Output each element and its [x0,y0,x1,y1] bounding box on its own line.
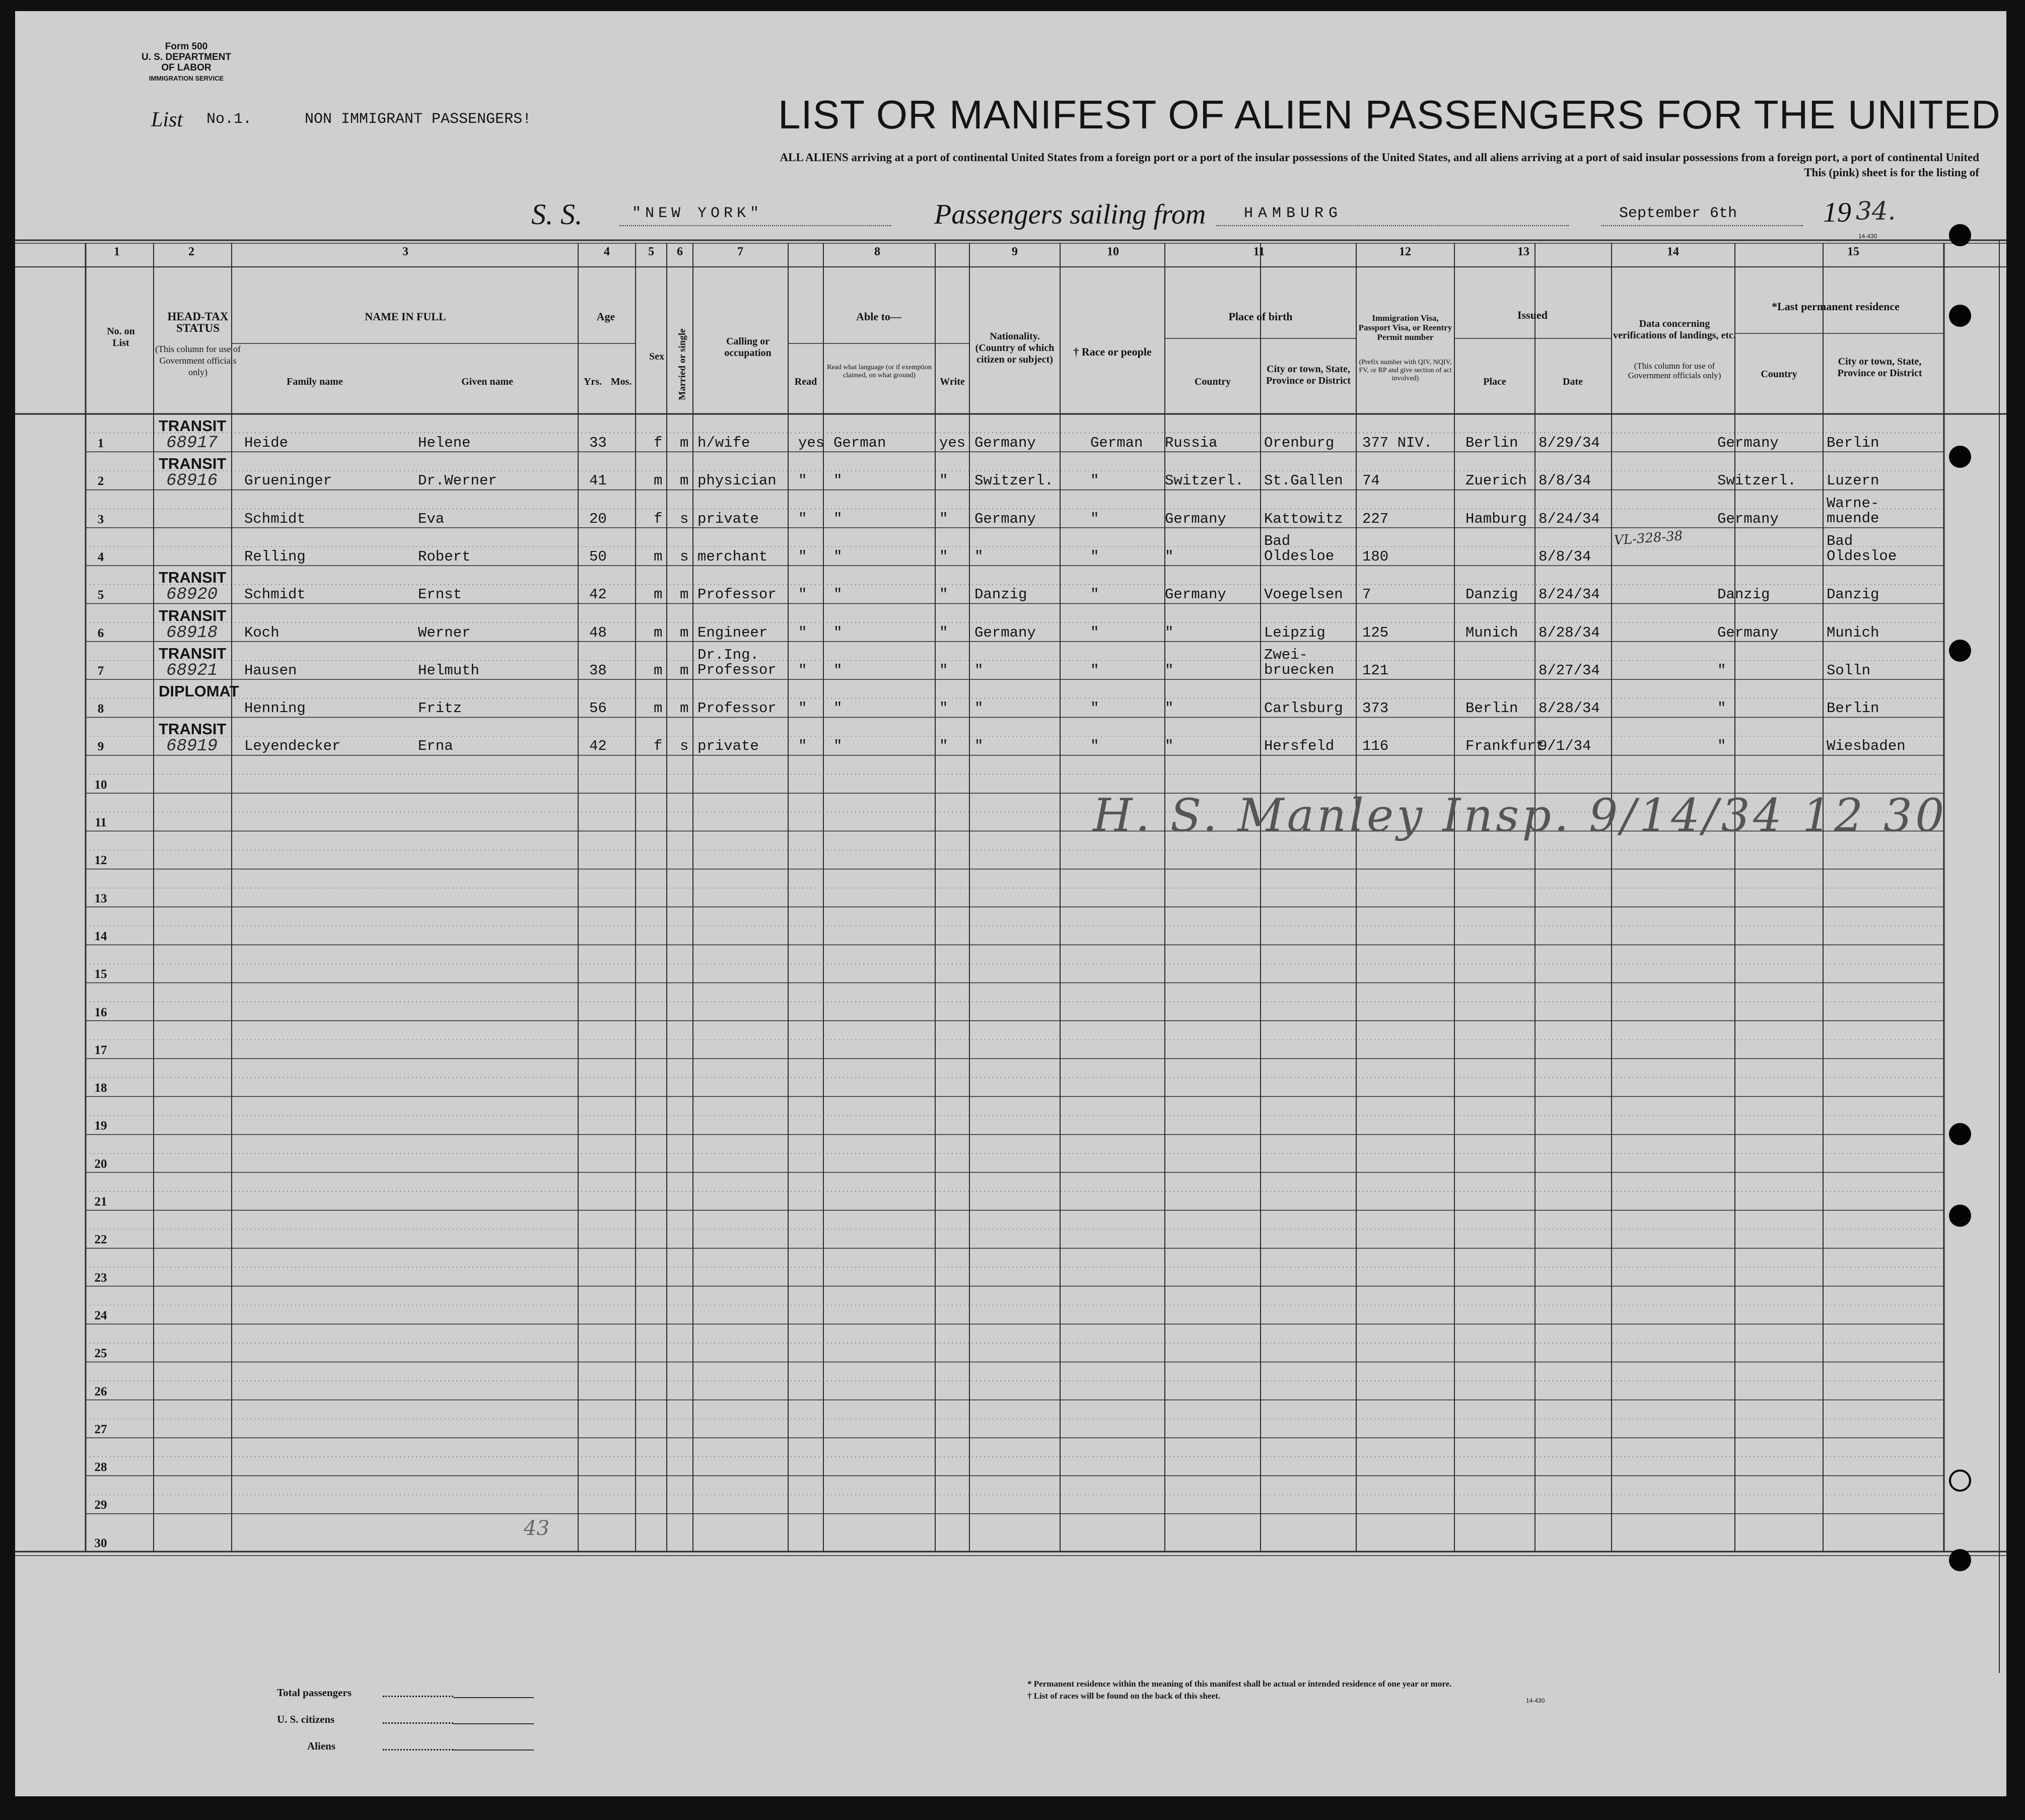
header-read-language: Read what language (or if exemption claimed, on what ground) [827,364,932,379]
cell-birth-country: " [1165,700,1174,717]
header-visa: Immigration Visa, Passport Visa, or Reentry Permit number [1358,313,1452,342]
footer-aliens-label: Aliens [307,1740,336,1752]
cell-language: " [833,548,843,565]
cell-family: Koch [244,624,280,641]
row-number: 20 [94,1157,107,1171]
column-number-14: 14 [1667,245,1679,258]
header-verification-note: (This column for use of Government officials only) [1628,361,1721,380]
header-visa-note: (Prefix number with QIV, NQIV, FV, or RP and give section of act involved) [1359,359,1452,382]
row-number: 13 [94,891,107,905]
cell-write: " [939,472,948,489]
cell-family: Heide [244,435,289,451]
column-number-12: 12 [1399,245,1411,258]
cell-res-country: Switzerl. [1717,472,1796,489]
ship-name: "NEW YORK" [632,205,763,222]
cell-visa: 121 [1362,662,1389,679]
cell-race: " [1090,624,1099,641]
header-able-to: Able to— [856,310,901,323]
cell-birth-country: Russia [1165,435,1218,451]
row-number: 5 [97,588,104,602]
row-number: 28 [94,1460,107,1475]
cell-write: " [939,510,948,527]
row-number: 3 [97,512,104,526]
row-number: 6 [97,626,104,640]
cell-write: " [939,700,948,717]
head-tax-number: 68917 [166,434,218,453]
cell-given: Erna [418,738,453,755]
cell-res-country: Germany [1717,510,1779,527]
header-given-name: Given name [461,376,513,387]
cell-nationality: Germany [974,624,1036,641]
page-number: 43 [524,1517,549,1540]
head-tax-status: DIPLOMAT [159,682,239,701]
column-number-5: 5 [648,245,654,258]
row-number: 26 [94,1384,107,1398]
row-number: 19 [94,1119,107,1133]
cell-marital: m [680,662,689,679]
cell-res-city: Berlin [1827,700,1879,717]
cell-visa: 373 [1362,700,1389,717]
cell-birth-country: Switzerl. [1165,472,1244,489]
column-number-7: 7 [737,245,743,258]
cell-write: " [939,586,948,603]
cell-marital: s [680,510,689,527]
year-prefix: 19 [1823,197,1851,228]
cell-res-city: Berlin [1827,435,1879,451]
cell-age: 48 [589,624,607,641]
cell-occupation: Engineer [697,624,768,641]
head-tax-number: 68919 [166,737,218,756]
header-calling: Calling or occupation [724,336,772,359]
row-number: 10 [94,778,107,792]
row-number: 22 [94,1233,107,1247]
cell-occupation: Dr.Ing. Professor [697,646,777,678]
list-number: No.1. [206,111,252,128]
sailing-label: Passengers sailing from [934,199,1206,230]
row-number: 16 [94,1005,107,1019]
year-suffix: 34. [1856,196,1896,226]
cell-read: " [798,548,807,565]
manifest-grid [15,11,2006,1796]
head-tax-status: TRANSIT [159,569,227,587]
cell-read: " [798,624,807,641]
cell-family: Relling [244,548,306,565]
cell-occupation: physician [697,472,777,489]
cell-race: " [1090,472,1099,489]
cell-read: " [798,472,807,489]
cell-language: " [833,700,843,717]
row-number: 30 [94,1536,107,1550]
header-verification: Data concerning verifications of landings, etc. [1613,318,1736,341]
cell-age: 56 [589,700,607,717]
header-name-in-full: NAME IN FULL [365,310,446,323]
cell-sex: f [654,435,663,451]
cell-given: Robert [418,548,471,565]
cell-given: Werner [418,624,471,641]
cell-write: " [939,624,948,641]
cell-sex: m [654,624,663,641]
cell-family: Henning [244,700,306,717]
cell-language: German [833,435,886,451]
cell-res-country: Germany [1717,435,1779,451]
row-number: 25 [94,1347,107,1361]
cell-issued-place: Berlin [1465,700,1518,717]
row-number: 1 [97,437,104,450]
column-number-1: 1 [114,245,120,258]
cell-res-city: Solln [1827,662,1871,679]
header-head-tax-note: (This column for use of Government officials only) [155,344,241,377]
cell-race: " [1090,548,1099,565]
ss-label: S. S. [531,198,583,231]
column-number-9: 9 [1012,245,1018,258]
cell-issued-date: 8/29/34 [1539,435,1600,451]
header-residence-country: Country [1761,369,1797,380]
list-type: NON IMMIGRANT PASSENGERS! [305,111,532,128]
head-tax-status: TRANSIT [159,644,227,662]
row-number: 7 [97,664,104,678]
verification-note: VL-328-38 [1614,528,1684,548]
cell-given: Dr.Werner [418,472,497,489]
cell-res-country: Danzig [1717,586,1770,603]
cell-given: Helmuth [418,662,479,679]
cell-nationality: Danzig [974,586,1027,603]
cell-race: German [1090,435,1143,451]
column-number-13: 13 [1517,245,1529,258]
cell-age: 20 [589,510,607,527]
sailing-date: September 6th [1619,205,1737,222]
header-married: Married or single [677,328,688,400]
cell-marital: s [680,738,689,755]
cell-visa: 377 NIV. [1362,435,1433,451]
cell-given: Fritz [418,700,462,717]
header-head-tax: HEAD-TAX STATUS [167,310,229,334]
cell-race: " [1090,510,1099,527]
cell-birth-country: Germany [1165,510,1226,527]
cell-family: Schmidt [244,510,306,527]
cell-birth-city: Carlsburg [1264,700,1343,717]
cell-visa: 227 [1362,510,1389,527]
cell-issued-date: 8/27/34 [1539,662,1600,679]
cell-marital: m [680,472,689,489]
cell-sex: m [654,586,663,603]
header-place-of-birth: Place of birth [1228,310,1293,323]
cell-res-city: Munich [1827,624,1879,641]
port-name: HAMBURG [1244,205,1343,222]
cell-sex: m [654,700,663,717]
column-number-6: 6 [677,245,683,258]
cell-birth-country: " [1165,738,1174,755]
header-write: Write [940,376,965,387]
cell-visa: 125 [1362,624,1389,641]
header-sex: Sex [649,351,664,362]
row-number: 8 [97,702,104,716]
cell-read: " [798,662,807,679]
cell-race: " [1090,700,1099,717]
cell-birth-city: Zwei- bruecken [1264,646,1335,678]
cell-sex: f [654,510,663,527]
cell-language: " [833,662,843,679]
cell-given: Ernst [418,586,462,603]
header-nationality: Nationality. (Country of which citizen or subject) [975,331,1055,365]
page-title: LIST OR MANIFEST OF ALIEN PASSENGERS FOR THE UNITED [778,92,2001,137]
footer-note-1: * Permanent residence within the meaning of this manifest shall be actual or intended residence of one year or more. [1027,1679,1452,1689]
cell-birth-city: Voegelsen [1264,586,1343,603]
cell-nationality: " [974,662,984,679]
row-number: 14 [94,929,107,943]
cell-occupation: merchant [697,548,768,565]
head-tax-number: 68921 [166,661,218,680]
cell-birth-country: " [1165,662,1174,679]
row-number: 29 [94,1498,107,1512]
subtitle-line-1: ALL ALIENS arriving at a port of continental United States from a foreign port or a port of the insular possessions of the United States, and all aliens arriving at a port of said insular possessions from a foreign port, a port of continental United [780,151,1979,164]
cell-nationality: " [974,738,984,755]
cell-language: " [833,738,843,755]
cell-birth-city: Kattowitz [1264,510,1343,527]
cell-issued-place: Frankfurt [1465,738,1545,755]
cell-marital: s [680,548,689,565]
header-issued-date: Date [1563,376,1583,387]
cell-issued-date: 8/24/34 [1539,510,1600,527]
header-last-residence: *Last permanent residence [1772,300,1900,313]
footer-note-2: † List of races will be found on the back of this sheet. [1027,1691,1220,1701]
cell-issued-date: 8/8/34 [1539,472,1591,489]
head-tax-status: TRANSIT [159,606,227,624]
head-tax-number: 68918 [166,623,218,643]
cell-occupation: h/wife [697,435,750,451]
cell-res-city: Danzig [1827,586,1879,603]
column-number-2: 2 [188,245,194,258]
row-number: 18 [94,1081,107,1095]
cell-nationality: Germany [974,435,1036,451]
cell-issued-place: Danzig [1465,586,1518,603]
cell-sex: m [654,472,663,489]
head-tax-status: TRANSIT [159,455,227,473]
cell-read: " [798,700,807,717]
cell-marital: m [680,586,689,603]
column-number-11: 11 [1253,245,1265,258]
stamp-code: 14-430 [1858,233,1877,240]
cell-res-country: " [1717,738,1726,755]
cell-sex: f [654,738,663,755]
cell-birth-city: Orenburg [1264,435,1335,451]
cell-write: " [939,738,948,755]
row-number: 2 [97,474,104,488]
row-number: 27 [94,1422,107,1436]
cell-marital: m [680,624,689,641]
inspector-signature: H. S. Manley Insp. 9/14/34 12 30 [1093,789,1947,842]
cell-visa: 116 [1362,738,1389,755]
cell-family: Leyendecker [244,738,341,755]
form-number: Form 500 [165,41,208,52]
cell-res-city: Luzern [1827,472,1879,489]
cell-language: " [833,624,843,641]
row-number: 11 [95,816,107,829]
cell-issued-place: Berlin [1465,435,1518,451]
footer-total-label: Total passengers [277,1687,352,1699]
cell-birth-city: St.Gallen [1264,472,1343,489]
row-number: 15 [94,967,107,982]
cell-issued-place: Munich [1465,624,1518,641]
cell-birth-country: Germany [1165,586,1226,603]
cell-nationality: " [974,548,984,565]
cell-issued-date: 8/28/34 [1539,700,1600,717]
header-issued: Issued [1517,309,1548,321]
cell-occupation: Professor [697,586,777,603]
row-number: 9 [97,740,104,754]
cell-birth-country: " [1165,548,1174,565]
column-number-4: 4 [604,245,610,258]
cell-age: 41 [589,472,607,489]
column-number-3: 3 [402,245,408,258]
header-no-on-list: No. on List [107,326,135,348]
cell-birth-city: Bad Oldesloe [1264,532,1335,565]
head-tax-number: 68916 [166,471,218,491]
cell-language: " [833,510,843,527]
cell-marital: m [680,700,689,717]
cell-race: " [1090,738,1099,755]
head-tax-number: 68920 [166,585,218,605]
cell-res-city: Warne- muende [1827,495,1879,527]
cell-race: " [1090,662,1099,679]
list-label: List [151,108,183,131]
cell-language: " [833,586,843,603]
header-months: Mos. [610,376,632,387]
cell-birth-city: Leipzig [1264,624,1325,641]
cell-write: yes [939,435,966,451]
header-read: Read [794,376,817,387]
service: IMMIGRATION SERVICE [149,75,224,82]
cell-read: " [798,510,807,527]
cell-issued-date: 8/8/34 [1539,548,1591,565]
cell-res-city: Bad Oldesloe [1827,532,1897,565]
column-number-15: 15 [1847,245,1859,258]
cell-given: Eva [418,510,445,527]
row-number: 4 [97,550,104,564]
cell-family: Grueninger [244,472,332,489]
footer-code: 14-430 [1526,1697,1545,1704]
cell-marital: m [680,435,689,451]
cell-visa: 7 [1362,586,1371,603]
header-race: † Race or people [1073,345,1152,358]
cell-write: " [939,662,948,679]
cell-age: 33 [589,435,607,451]
cell-age: 50 [589,548,607,565]
cell-res-country: " [1717,662,1726,679]
cell-sex: m [654,662,663,679]
cell-write: " [939,548,948,565]
header-birth-country: Country [1194,376,1231,387]
cell-age: 38 [589,662,607,679]
cell-issued-place: Hamburg [1465,510,1527,527]
cell-family: Hausen [244,662,297,679]
cell-issued-date: 8/28/34 [1539,624,1600,641]
cell-race: " [1090,586,1099,603]
cell-res-country: Germany [1717,624,1779,641]
cell-nationality: Switzerl. [974,472,1054,489]
row-number: 21 [94,1195,107,1209]
cell-family: Schmidt [244,586,306,603]
cell-read: " [798,586,807,603]
cell-age: 42 [589,586,607,603]
cell-issued-place: Zuerich [1465,472,1527,489]
cell-visa: 74 [1362,472,1380,489]
manifest-sheet [15,11,2006,1796]
cell-occupation: private [697,738,759,755]
cell-visa: 180 [1362,548,1389,565]
cell-nationality: " [974,700,984,717]
head-tax-status: TRANSIT [159,720,227,738]
cell-res-city: Wiesbaden [1827,738,1906,755]
cell-issued-date: 8/24/34 [1539,586,1600,603]
cell-occupation: Professor [697,700,777,717]
footer-citizens-label: U. S. citizens [277,1713,335,1725]
column-number-8: 8 [874,245,880,258]
cell-given: Helene [418,435,471,451]
cell-sex: m [654,548,663,565]
cell-read: yes [798,435,825,451]
subtitle-line-2: This (pink) sheet is for the listing of [1804,166,1979,179]
cell-read: " [798,738,807,755]
header-age: Age [596,310,615,323]
row-number: 17 [94,1043,107,1057]
head-tax-status: TRANSIT [159,417,227,435]
header-issued-place: Place [1483,376,1506,387]
row-number: 24 [94,1308,107,1322]
cell-language: " [833,472,843,489]
cell-issued-date: 9/1/34 [1539,738,1591,755]
cell-nationality: Germany [974,510,1036,527]
header-residence-city: City or town, State, Province or District [1837,356,1922,379]
header-family-name: Family name [287,376,343,387]
column-number-10: 10 [1107,245,1119,258]
cell-birth-city: Hersfeld [1264,738,1335,755]
cell-occupation: private [697,510,759,527]
cell-res-country: " [1717,700,1726,717]
department: U. S. DEPARTMENT OF LABOR [141,52,232,73]
header-birth-city: City or town, State, Province or District [1266,364,1351,386]
cell-age: 42 [589,738,607,755]
row-number: 12 [94,854,107,868]
row-number: 23 [94,1271,107,1285]
cell-birth-country: " [1165,624,1174,641]
header-years: Yrs. [583,376,602,387]
